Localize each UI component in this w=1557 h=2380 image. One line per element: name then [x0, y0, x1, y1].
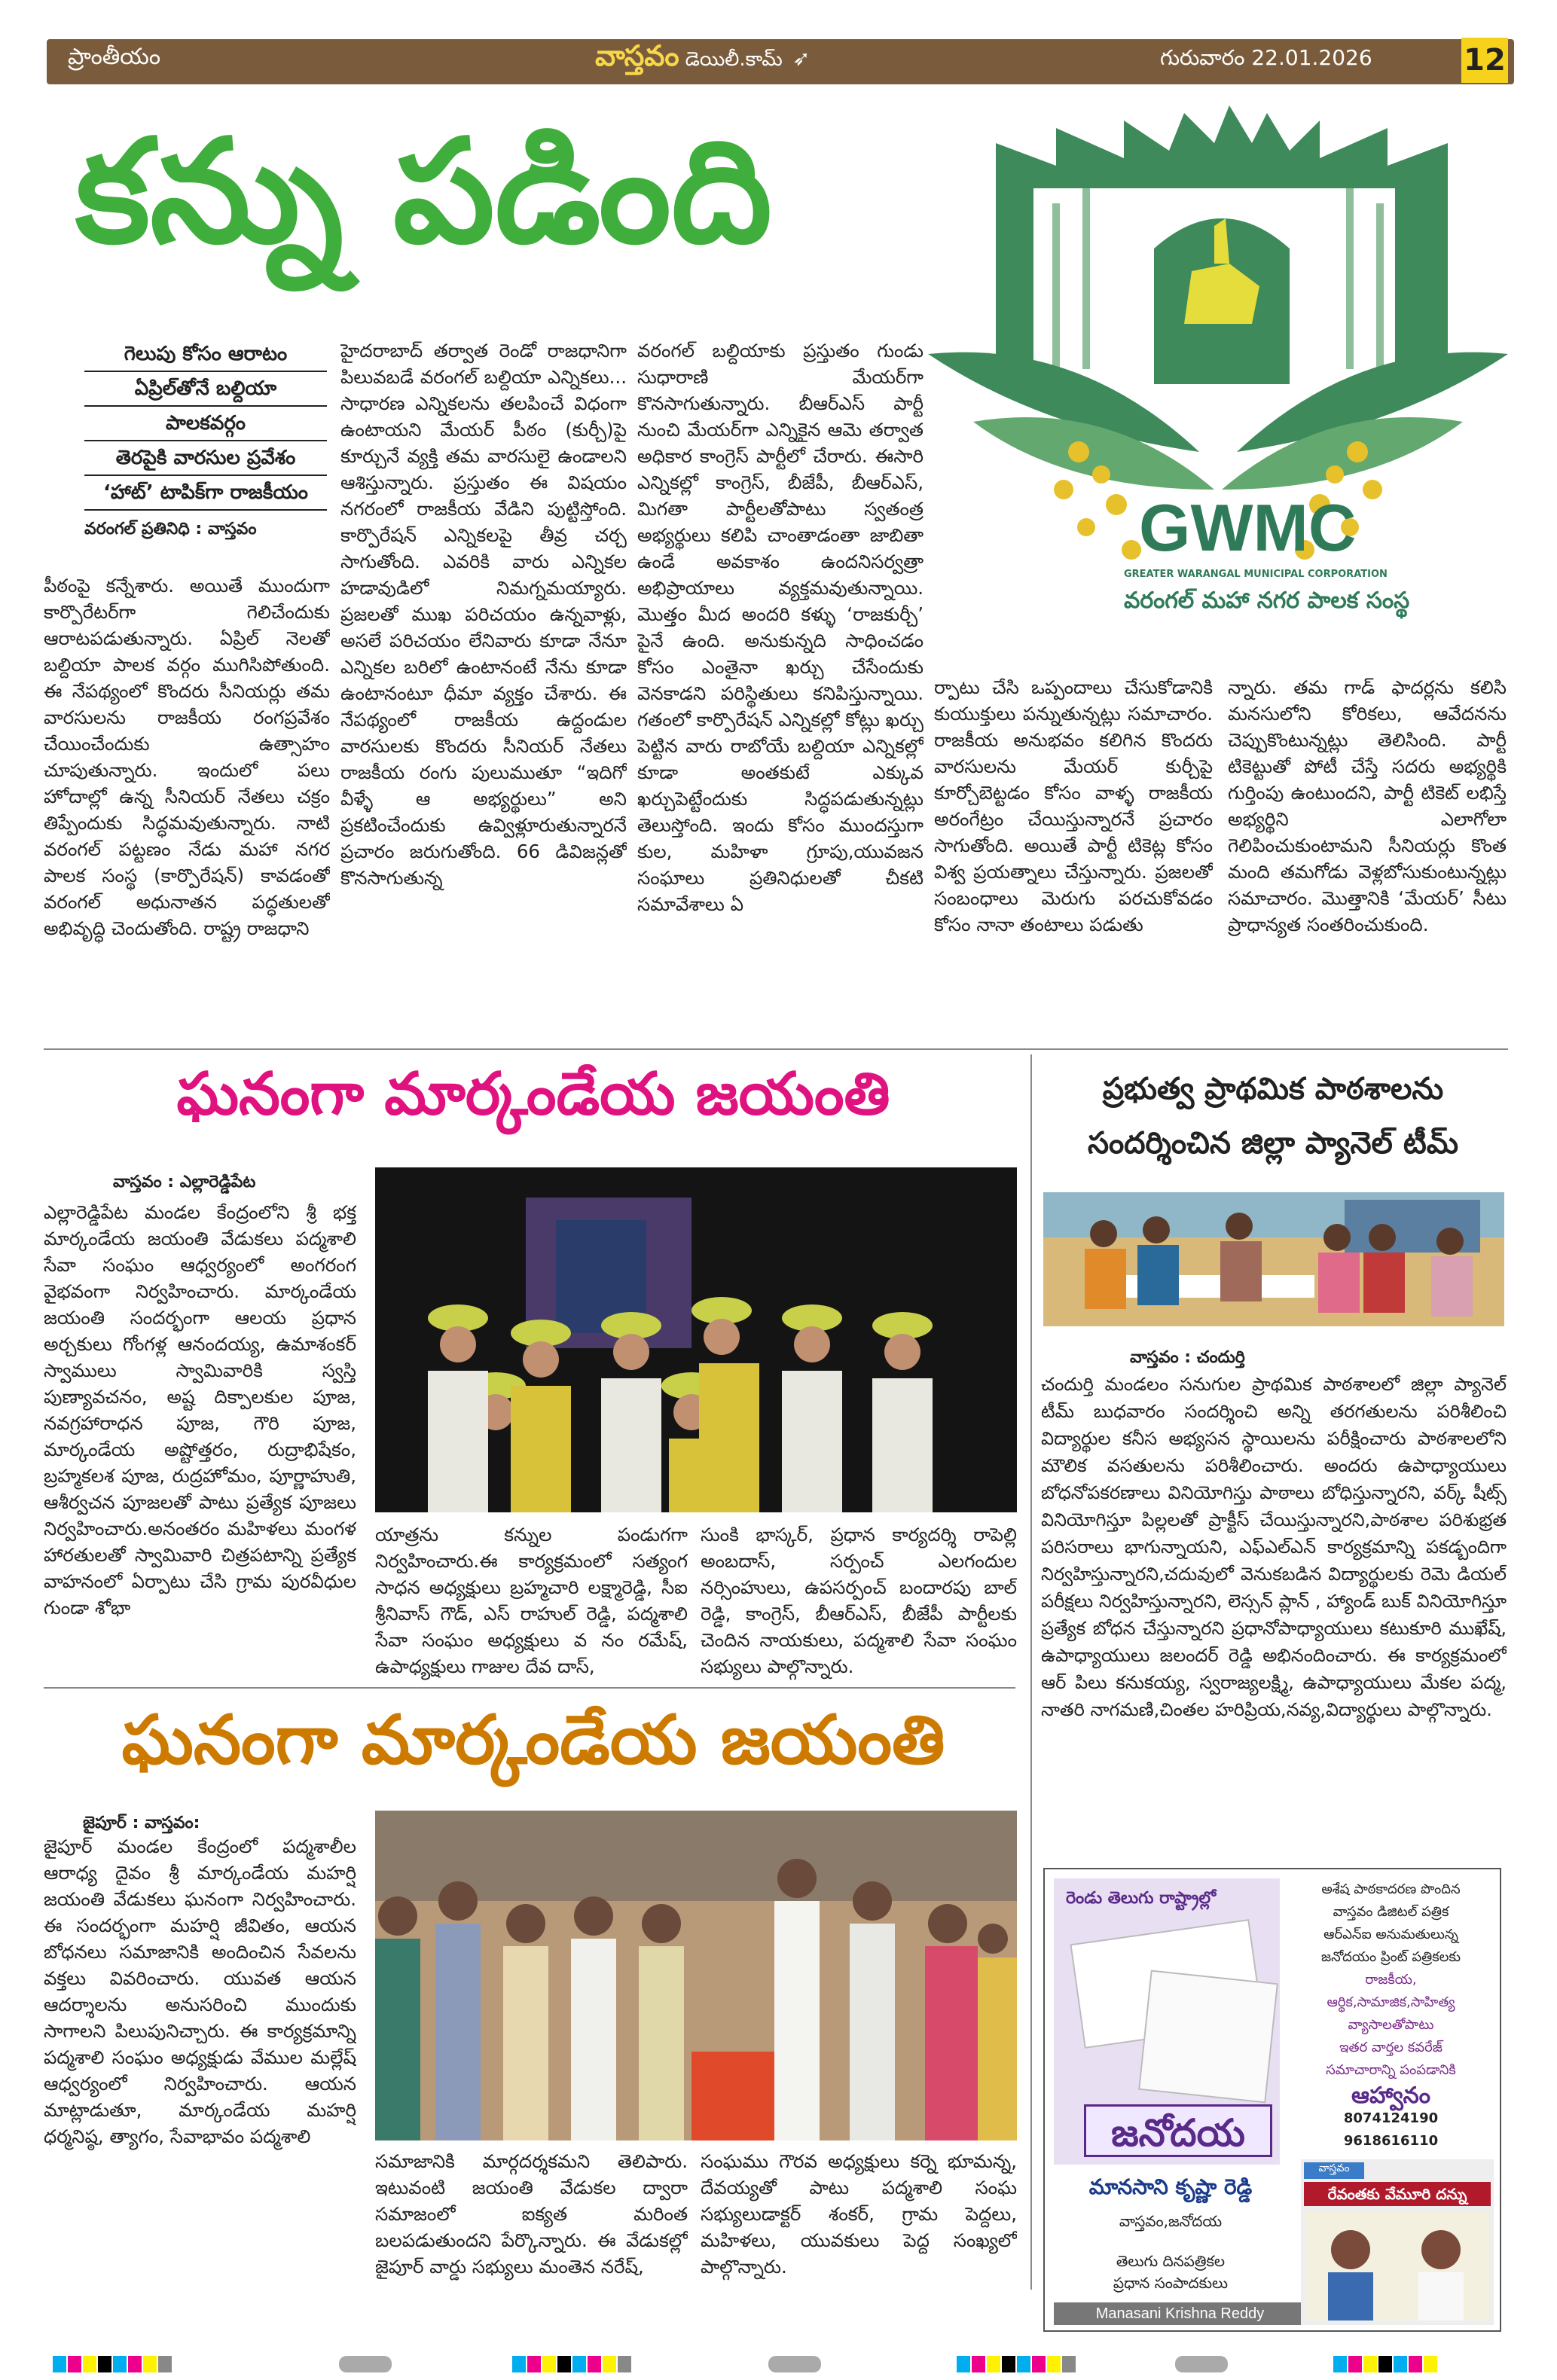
story3-headline: ప్రభుత్వ ప్రాథమిక పాఠశాలను సందర్శించిన జిల్లా ప్యానెల్ టీమ్ — [1087, 1072, 1459, 1161]
story2-col3: సుంకి భాస్కర్, ప్రధాన కార్యదర్శి రాపెల్లి అంబదాస్, సర్పంచ్ ఎలగందుల నర్సింహులు, ఉపసర్పంచ్ బందారపు బాల్ రెడ్డి, కాంగ్రెస్, బీఆర్ఎస్, బీజేపీ పార్టీలకు చెందిన నాయకులు, పద్మశాలి సేవా సంఘం సభ్యులు పాల్గొన్నారు. — [701, 1524, 1017, 1677]
color-registration-strip — [53, 2356, 173, 2375]
story2-col2: యాత్రను కన్నుల పండుగగా నిర్వహించారు.ఈ కార్యక్రమంలో సత్యంగ సాధన అధ్యక్షులు బ్రహ్మచారి లక్ష్మారెడ్డి, సీఐ శ్రీనివాస్ గౌడ్, ఎస్ రాహుల్ రెడ్డి, పద్మశాలి సేవా సంఘం అధ్యక్షులు వ నం రమేష్, ఉపాధ్యక్షులు గాజుల దేవ దాస్, — [375, 1524, 688, 1677]
gwmc-emblem-icon — [928, 98, 1508, 667]
subhead: పాలకవర్గం — [84, 407, 327, 441]
ad-phone: 8074124190 — [1343, 2110, 1439, 2126]
ad-phone: 9618616110 — [1343, 2133, 1439, 2149]
advert-text — [1287, 1878, 1494, 2153]
section-label: ప్రాంతీయం — [68, 44, 161, 70]
story4-photo — [375, 1811, 1017, 2140]
advert-owner — [1054, 2174, 1287, 2296]
story1-col5: న్నారు. తమ గాడ్ ఫాదర్లను కలిసి మనసులోని కోరికలు, ఆవేదనను చెప్పుకొంటున్నట్లు తెలిసింది. పార్టీ టికెట్టుతో పోటీ చేస్తే సదరు అభ్యర్థికి గుర్తింపు ఉంటుందని, పార్టీ టికెట్ లభిస్తే అభ్యర్థిని ఎలాగోలా గెలిపించుకుంటామని సీనియర్లు కొంత మంది తమగోడు వెళ్లబోసుకుంటున్నట్లు సమాచారం. మొత్తానికి ‘మేయర్’ సీటు ప్రాధాన్యత సంతరించుకుంది. — [1228, 676, 1507, 935]
registration-oval — [339, 2356, 392, 2372]
procession-image — [375, 1167, 1017, 1512]
story4-col1: జైపూర్ మండల కేంద్రంలో పద్మశాలీల ఆరాధ్య దైవం శ్రీ మార్కండేయ మహర్షి జయంతి వేడుకలు ఘనంగా నిర్వహించారు. ఈ సందర్భంగా మహర్షి జీవితం, ఆయన బోధనలు సమాజానికి అందించిన సేవలను వక్తలు వివరించారు. యువత ఆయన ఆదర్శాలను అనుసరించి ముందుకు సాగాలని పిలుపునిచ్చారు. ఈ కార్యక్రమాన్ని పద్మశాలి సంఘం అధ్యక్షుడు వేముల మల్లేష్ ఆధ్వర్యంలో నిర్వహించారు. ఆయన మాట్లాడుతూ, మార్కండేయ మహర్షి ధర్మనిష్ఠ, త్యాగం, సేవాభావం పద్మశాలి — [44, 1835, 356, 2147]
school-visit-image — [1043, 1192, 1504, 1326]
brand-title — [595, 39, 810, 80]
brand-name: వాస్తవం — [595, 39, 679, 72]
ad-line: సమాచారాన్ని పంపడానికి — [1326, 2062, 1456, 2078]
story4-headline: ఘనంగా మార్కండేయ జయంతి — [121, 1701, 945, 1780]
story3-body: చందుర్తి మండలం సనుగుల ప్రాథమిక పాఠశాలలో జిల్లా ప్యానెల్ టీమ్ బుధవారం సందర్శించి అన్ని తరగతులను పరిశీలించి విద్యార్థుల కనీస అభ్యసన స్థాయిలను పరీక్షించారు పాఠశాలలోని మౌలిక వసతులను పరిశీలించారు. అందరు ఉపాధ్యాయులు బోధనోపకరణాలు వినియోగిస్తు పాఠాలు బోధిస్తున్నారని, వర్క్ షీట్స్ వినియోగిస్తూ పిల్లలతో ప్రాక్టీస్ చేయిస్తున్నారని,పాఠశాల పరిశుభ్రత పరిసరాలు భాగున్నాయని, ఎఫ్ఎల్ఎన్ కార్యక్రమాన్ని పకడ్బందిగా నిర్వహిస్తున్నారని,చదువులో వెనుకబడిన విద్యార్థులకు రెమె డియల్ పరీక్షలు నిర్వహిస్తున్నారని, లెస్సన్ ప్లాన్ , హ్యాండ్ బుక్ వినియోగిస్తూ ప్రత్యేక బోధన చేస్తున్నారని ప్రధానోపాధ్యాయులు కటుకూరి ముఖేష్, ఉపాధ్యాయులు జలందర్ రెడ్డి అభినందించారు. ఈ కార్యక్రమంలో ఆర్ పిలు కనుకయ్య, స్వరాజ్యలక్ష్మి, ఉపాధ్యాయులు మేకల పద్మ, నాతరి నాగమణి,చింతల హరిప్రియ,నవ్య,విద్యార్థులు పాల్గొన్నారు. — [1041, 1374, 1507, 1720]
owner-sub: వాస్తవం,జనోదయ — [1119, 2212, 1223, 2230]
logo-telugu: వరంగల్ మహా నగర పాలక సంస్థ — [1124, 587, 1410, 614]
ad-line: రాజకీయ, — [1365, 1972, 1417, 1988]
story1-col4: ర్పాటు చేసి ఒప్పందాలు చేసుకోడానికి కుయుక్తులు పన్నుతున్నట్లు సమాచారం. రాజకీయ అనుభవం కలిగిన కొందరు వారసులను మేయర్ కుర్చీపై కూర్చోబెట్టడం కోసం వాళ్ళ రాజకీయ అరంగేట్రం చేయిస్తున్నారనే ప్రచారం సాగుతోంది. అయితే పార్టీ టికెట్ల కోసం విశ్వ ప్రయత్నాలు చేస్తున్నారు. ప్రజలతో సంబంధాలు మెరుగు పరచుకోవడం కోసం నానా తంటాలు పడుతు — [934, 676, 1213, 935]
subhead: తెరపైకి వారసుల ప్రవేశం — [84, 441, 327, 476]
gwmc-logo — [928, 98, 1508, 667]
paper-clip-2 — [1138, 1970, 1278, 2104]
advert-box — [1043, 1868, 1501, 2332]
jayanti-group-image — [375, 1811, 1017, 2140]
color-registration-strip — [957, 2356, 1077, 2375]
ad-line: ఇతర వార్తల కవరేజ్ — [1339, 2040, 1443, 2055]
story1-subheads — [84, 337, 327, 545]
story1-byline: వరంగల్ ప్రతినిధి : వాస్తవం — [84, 520, 257, 539]
issue-date: గురువారం 22.01.2026 — [1160, 45, 1372, 70]
divider — [44, 1048, 1508, 1050]
owner-name-en: Manasani Krishna Reddy — [1054, 2302, 1306, 2325]
bird-icon: ➶ — [792, 46, 811, 71]
story1-col1: పీఠంపై కన్నేశారు. అయితే ముందుగా కార్పొరేటర్‌గా గెలిచేందుకు ఆరాటపడుతున్నారు. ఏప్రిల్ నెలతో బల్దియా పాలక వర్గం ముగిసిపోతుంది. ఈ నేపథ్యంలో కొందరు సీనియర్లు తమ వారసులను రాజకీయ రంగప్రవేశం చేయించేందుకు ఉత్సాహం చూపుతున్నారు. ఇందులో పలు హోదాల్లో ఉన్న సీనియర్ నేతలు చక్రం తిప్పేందుకు సిద్ధమవుతున్నారు. నాటి వరంగల్ పట్టణం నేడు మహా నగర పాలక సంస్థ (కార్పొరేషన్) కావడంతో వరంగల్ అధునాతన పద్ధతులతో అభివృద్ధి చెందుతోంది. రాష్ట్ర రాజధాని — [44, 575, 330, 939]
story1-col2: హైదరాబాద్ తర్వాత రెండో రాజధానిగా పిలువబడే వరంగల్ బల్దియా ఎన్నికలు... సాధారణ ఎన్నికలను తలపించే విధంగా ఉంటాయని మేయర్ పీఠం (కుర్చీ)పై కూర్చునే వ్యక్తి తమ వారసులై ఉండాలని ఆశిస్తున్నారు. ప్రస్తుతం ఈ విషయం నగరంలో రాజకీయ వేడిని పుట్టిస్తోంది. కార్పొరేషన్ ఎన్నికలపై తీవ్ర చర్చ సాగుతోంది. ఎవరికి వారు ఎన్నికల హడావుడిలో నిమగ్నమయ్యారు. ప్రజలతో ముఖ పరిచయం ఉన్నవాళ్లు, అసలే పరిచయం లేనివారు కూడా నేనూ ఎన్నికల బరిలో ఉంటానంటే నేను కూడా ఉంటానంటూ ధీమా వ్యక్తం చేశారు. ఈ నేపథ్యంలో రాజకీయ ఉద్దండుల వారసులకు కొందరు సీనియర్ నేతలు రాజకీయ రంగు పులుముతూ “ఇదిగో వీళ్ళే ఆ అభ్యర్థులు” అని ప్రకటించేందుకు ఉవ్విళ్లూరుతున్నారనే ప్రచారం జరుగుతోంది. 66 డివిజన్లతో కొనసాగుతున్న — [340, 340, 627, 889]
divider — [44, 1687, 1015, 1689]
ad-line: ఆర్ఎన్ఐ అనుమతులున్న — [1323, 1927, 1458, 1942]
story2-headline: ఘనంగా మార్కండేయ జయంతి — [176, 1060, 890, 1128]
registration-oval — [768, 2356, 821, 2372]
ad-invite: ఆహ్వానం — [1351, 2082, 1430, 2109]
owner-role: తెలుగు దినపత్రికల — [1116, 2252, 1226, 2270]
story4-col3: సంఘము గౌరవ అధ్యక్షులు కర్నె భూమన్న, దేవయ్యతో పాటు పద్మశాలి సంఘ సభ్యులుడాక్టర్ శంకర్, గ్రామ పెద్దలు, మహిళలు, యువకులు పెద్ద సంఖ్యలో పాల్గొన్నారు. — [701, 2150, 1017, 2278]
person-photo-icon — [1305, 2212, 1489, 2320]
ad-line: వ్యాసాలతోపాటు — [1348, 2017, 1434, 2033]
ad-line: అశేష పాఠకాదరణ పొందిన — [1321, 1881, 1461, 1897]
janodayam-logo: జనోదయ — [1084, 2104, 1272, 2157]
subhead: ‘హాట్’ టాపిక్‌గా రాజకీయం — [84, 476, 327, 511]
story1-headline: కన్ను పడింది — [75, 108, 773, 275]
page-number: 12 — [1461, 38, 1508, 83]
owner-role: ప్రధాన సంపాదకులు — [1113, 2274, 1229, 2292]
story3-photo — [1043, 1192, 1504, 1326]
subhead: ఏప్రిల్‌తోనే బల్దియా — [84, 372, 327, 407]
divider — [1030, 1054, 1032, 2290]
color-registration-strip — [512, 2356, 633, 2375]
advert-clipping — [1301, 2159, 1494, 2325]
story1-col3: వరంగల్ బల్దియాకు ప్రస్తుతం గుండు సుధారాణి మేయర్‌గా కొనసాగుతున్నారు. బీఆర్ఎస్ పార్టీ నుంచి మేయర్‌గా ఎన్నికైన ఆమె తర్వాత అధికార కాంగ్రెస్ పార్టీలో చేరారు. ఈసారి ఎన్నికల్లో కాంగ్రెస్, బీజేపీ, బీఆర్ఎస్, మిగతా పార్టీలతోపాటు స్వతంత్ర అభ్యర్థులు కలిపి చాంతాడంతా జాబితా ఉండే అవకాశం ఉందనిసర్వత్రా అభిప్రాయాలు వ్యక్తమవుతున్నాయి. మొత్తం మీద అందరి కళ్ళు ‘రాజకుర్చీ’ పైనే ఉంది. అనుకున్నది సాధించడం కోసం ఎంతైనా ఖర్చు చేసేందుకు వెనకాడని పరిస్థితులు కనిపిస్తున్నాయి. గతంలో కార్పొరేషన్ ఎన్నికల్లో కోట్లు ఖర్చు పెట్టిన వారు రాబోయే బల్దియా ఎన్నికల్లో కూడా అంతకుటే ఎక్కువ ఖర్చుపెట్టేందుకు సిద్ధపడుతున్నట్లు తెలుస్తోంది. ఇందు కోసం ముందస్తుగా కుల, మహిళా గ్రూపు,యువజన సంఘాలు ప్రతినిధులతో చీకటి సమావేశాలు ఏ — [637, 340, 924, 915]
subhead: గెలుపు కోసం ఆరాటం — [84, 337, 327, 372]
logo-abbr: GWMC — [1139, 490, 1357, 565]
logo-full: GREATER WARANGAL MUNICIPAL CORPORATION — [1124, 569, 1388, 580]
ad-line: ఆర్థిక,సామాజిక,సాహిత్య — [1327, 1994, 1455, 2010]
brand-suffix: డెయిలీ.కామ్ — [685, 48, 783, 71]
story4-col2: సమాజానికి మార్గదర్శకమని తెలిపారు. ఇటువంటి జయంతి వేడుకల ద్వారా సమాజంలో ఐక్యత మరింత బలపడుతుందని పేర్కొన్నారు. ఈ వేడుకల్లో జైపూర్ వార్డు సభ్యులు మంతెన నరేష్, — [375, 2150, 688, 2278]
side-banner: రేవంతకు వేమూరి దన్ను — [1304, 2182, 1491, 2206]
ad-line: రెండు తెలుగు రాష్ట్రాల్లో — [1066, 1889, 1217, 1908]
story2-col1: ఎల్లారెడ్డిపేట మండల కేంద్రంలోని శ్రీ భక్త మార్కండేయ జయంతి వేడుకలు పద్మశాలి సేవా సంఘం ఆధ్వర్యంలో అంగరంగ వైభవంగా నిర్వహించారు. మార్కండేయ జయంతి సందర్భంగా ఆలయ ప్రధాన అర్చకులు గోంగళ్ల ఆనందయ్య, ఉమాశంకర్ స్వాములు స్వామివారికి స్వస్తి పుణ్యావచనం, అష్ట దిక్పాలకుల పూజ, నవగ్రహారాధన పూజ, గౌరి పూజ, మార్కండేయ అష్టోత్తరం, రుద్రాభిషేకం, బ్రహ్మకలశ పూజ, రుద్రహోమం, పూర్ణాహుతి, ఆశీర్వచన పూజలతో పాటు ప్రత్యేక పూజలు నిర్వహించారు.అనంతరం మహిళలు మంగళ హారతులతో స్వామివారి చిత్రపటాన్ని ప్రత్యేక వాహనంలో ఏర్పాటు చేసి గ్రామ పురవీధుల గుండా శోభా — [44, 1201, 356, 1619]
story4-byline: జైపూర్ : వాస్తవం: — [83, 1814, 200, 1832]
ad-line: జనోదయం ప్రింట్ పత్రికలకు — [1320, 1949, 1461, 1965]
color-registration-strip — [1333, 2356, 1439, 2375]
story2-byline: వాస్తవం : ఎల్లారెడ్డిపేట — [113, 1173, 256, 1192]
ad-line: వాస్తవం డిజిటల్ పత్రిక — [1333, 1904, 1449, 1920]
vastavam-tag: వాస్తవం — [1304, 2162, 1364, 2179]
advert-paper-stack — [1054, 1878, 1280, 2165]
story3-byline: వాస్తవం : చందుర్తి — [1130, 1348, 1245, 1367]
story2-photo — [375, 1167, 1017, 1512]
owner-name: మానసాని కృష్ణా రెడ్డి — [1088, 2174, 1253, 2199]
registration-oval — [1175, 2356, 1228, 2372]
